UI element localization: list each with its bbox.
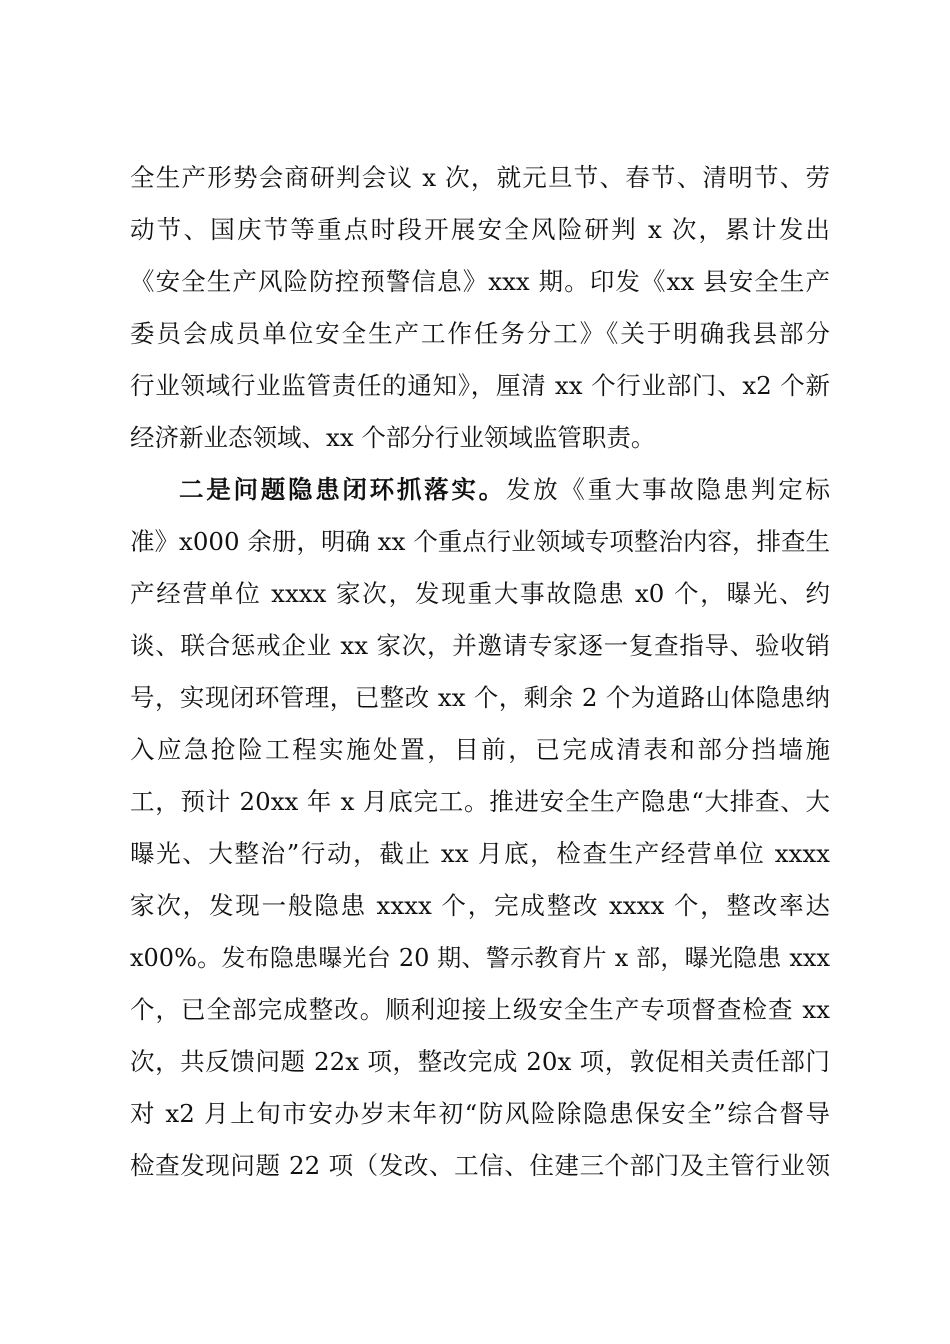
text-line: 行业领域行业监管责任的通知》，厘清 xx 个行业部门、x2 个新 — [130, 371, 830, 400]
text-line: 对 x2 月上旬市安办岁末年初“防风险除隐患保安全”综合督导 — [130, 1099, 830, 1128]
text-line: 《安全生产风险防控预警信息》xxx 期。印发《xx 县安全生产 — [130, 267, 830, 296]
text-run: 发放《重大事故隐患判定标 — [505, 475, 831, 504]
text-line: 委员会成员单位安全生产工作任务分工》《关于明确我县部分 — [130, 319, 830, 348]
text-line: 谈、联合惩戒企业 xx 家次，并邀请专家逐一复查指导、验收销 — [130, 631, 830, 660]
paragraph-safety-consultation — [130, 152, 830, 464]
text-line: 工，预计 20xx 年 x 月底完工。推进安全生产隐患“大排查、大 — [130, 787, 830, 816]
text-line: 检查发现问题 22 项（发改、工信、住建三个部门及主管行业领 — [130, 1151, 830, 1180]
text-line: 动节、国庆节等重点时段开展安全风险研判 x 次，累计发出 — [130, 215, 830, 244]
text-line: 入应急抢险工程实施处置，目前，已完成清表和部分挡墙施 — [130, 735, 830, 764]
text-line: 全生产形势会商研判会议 x 次，就元旦节、春节、清明节、劳 — [130, 163, 830, 192]
text-line: 产经营单位 xxxx 家次，发现重大事故隐患 x0 个，曝光、约 — [130, 579, 830, 608]
text-line — [130, 464, 830, 516]
paragraph-hazard-closure — [130, 464, 830, 1192]
text-line: 曝光、大整治”行动，截止 xx 月底，检查生产经营单位 xxxx — [130, 839, 830, 868]
text-line: 准》x000 余册，明确 xx 个重点行业领域专项整治内容，排查生 — [130, 527, 830, 556]
text-line: 个，已全部完成整改。顺利迎接上级安全生产专项督查检查 xx — [130, 995, 830, 1024]
text-line: 号，实现闭环管理，已整改 xx 个，剩余 2 个为道路山体隐患纳 — [130, 683, 830, 712]
section-heading: 二是问题隐患闭环抓落实。 — [179, 475, 506, 504]
text-line: 次，共反馈问题 22x 项，整改完成 20x 项，敦促相关责任部门 — [130, 1047, 830, 1076]
text-line: 经济新业态领域、xx 个部分行业领域监管职责。 — [130, 423, 656, 452]
text-line: 家次，发现一般隐患 xxxx 个，完成整改 xxxx 个，整改率达 — [130, 891, 830, 920]
text-line: x00%。发布隐患曝光台 20 期、警示教育片 x 部，曝光隐患 xxx — [130, 944, 830, 972]
document-body — [130, 152, 830, 1192]
